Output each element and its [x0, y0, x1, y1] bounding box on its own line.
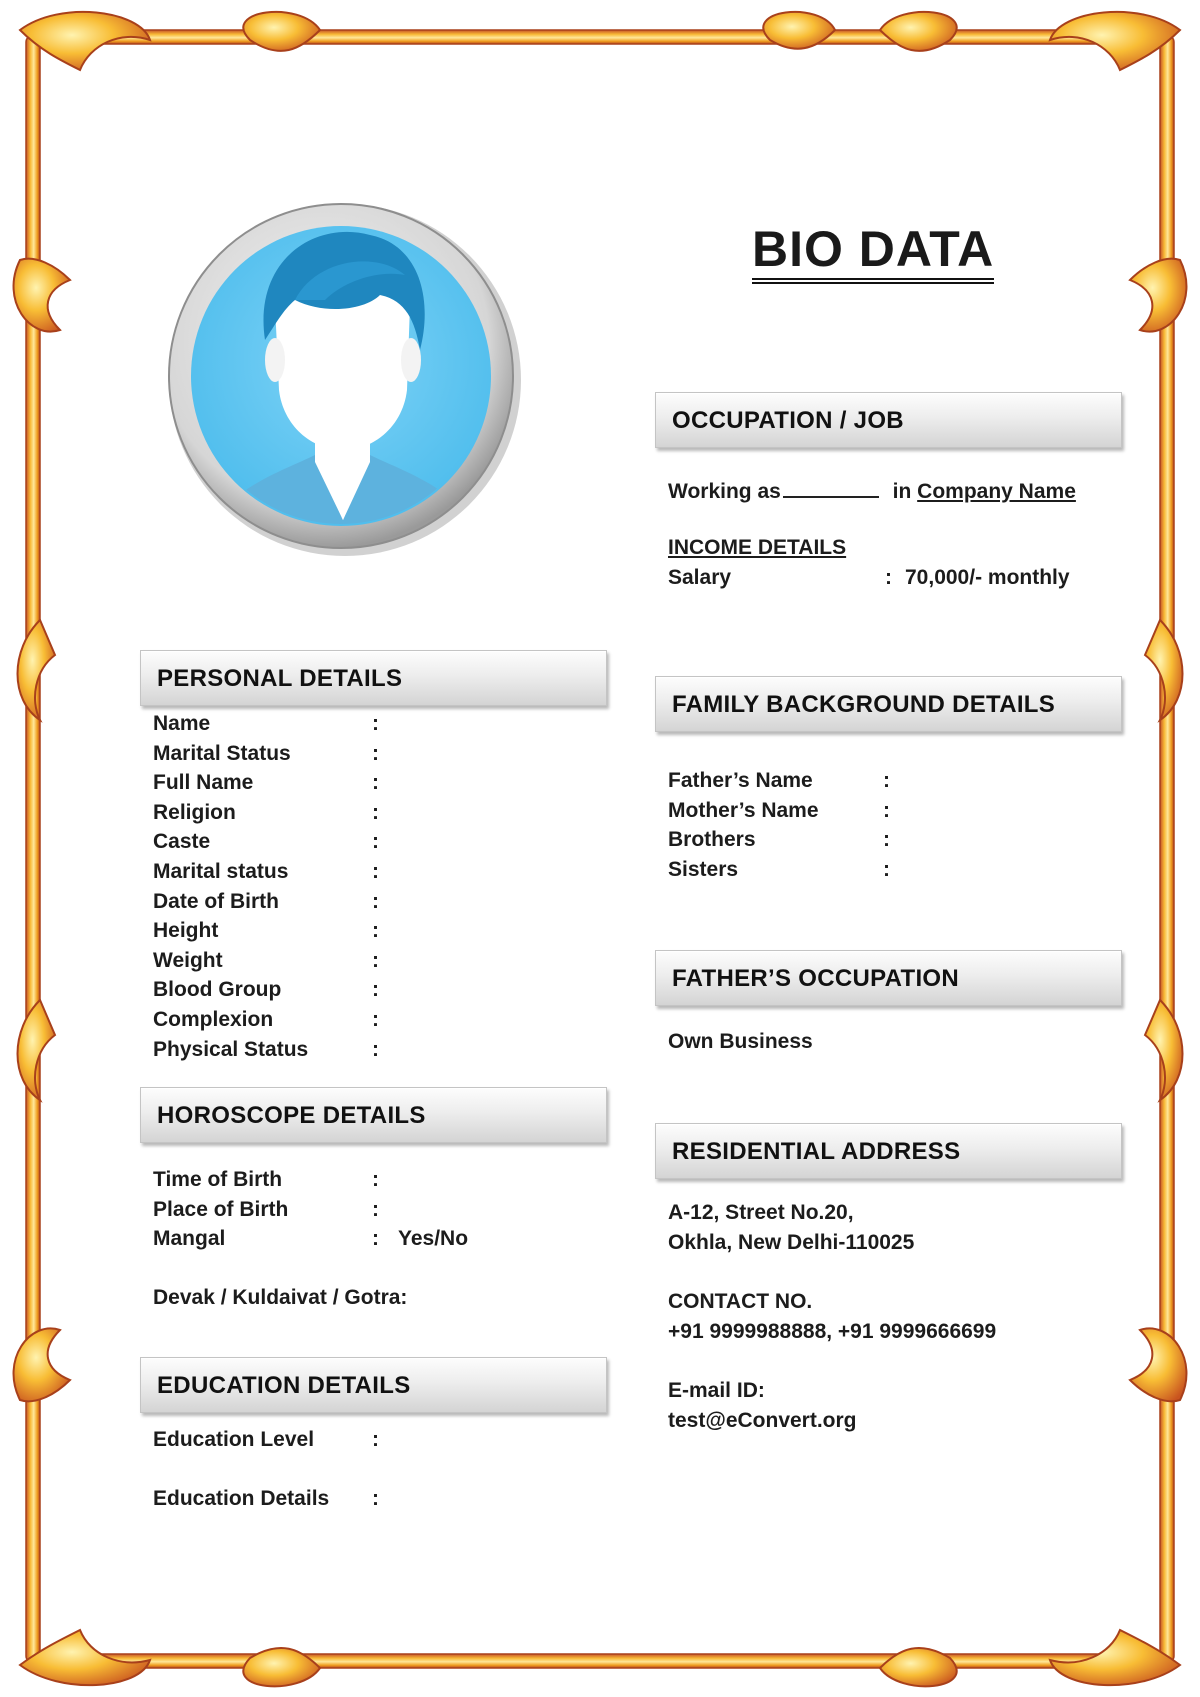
- father-occupation-value: Own Business: [668, 1030, 813, 1053]
- salary-value: 70,000/- monthly: [905, 566, 1070, 589]
- devak-label: Devak / Kuldaivat / Gotra:: [153, 1286, 408, 1309]
- personal-field-label: Full Name: [153, 771, 254, 795]
- horoscope-field-label: Mangal: [153, 1227, 226, 1251]
- family-field-colon: :: [883, 857, 890, 881]
- personal-field-label: Physical Status: [153, 1037, 309, 1061]
- horoscope-field-colon: :: [372, 1168, 379, 1191]
- personal-field-colon: :: [372, 919, 379, 943]
- personal-heading: PERSONAL DETAILS: [140, 650, 607, 706]
- personal-field-label: Caste: [153, 830, 211, 854]
- education-heading: EDUCATION DETAILS: [140, 1357, 607, 1413]
- personal-field-label: Complexion: [153, 1008, 274, 1031]
- address-heading: RESIDENTIAL ADDRESS: [655, 1123, 1122, 1179]
- family-field-label: Brothers: [668, 828, 756, 852]
- horoscope-field-label: Place of Birth: [153, 1197, 289, 1221]
- horoscope-field-colon: :: [372, 1227, 379, 1251]
- personal-field-colon: :: [372, 978, 379, 1002]
- personal-field-colon: :: [372, 1008, 379, 1031]
- family-heading: FAMILY BACKGROUND DETAILS: [655, 676, 1122, 732]
- page-title: BIO DATA: [752, 222, 994, 284]
- family-field-label: Sisters: [668, 857, 739, 881]
- contact-value: +91 9999988888, +91 9999666699: [668, 1320, 997, 1343]
- education-field-label: Education Level: [153, 1428, 315, 1451]
- family-field-colon: :: [883, 828, 890, 852]
- company-name: Company Name: [917, 480, 1076, 503]
- avatar-icon: [165, 200, 525, 560]
- salary-label: Salary: [668, 566, 732, 589]
- job-blank[interactable]: [783, 476, 879, 498]
- family-field-colon: :: [883, 798, 890, 822]
- father-occupation-heading: FATHER’S OCCUPATION: [655, 950, 1122, 1006]
- in-word: in: [892, 480, 912, 503]
- mangal-value: Yes/No: [398, 1227, 469, 1250]
- personal-field-colon: :: [372, 830, 379, 854]
- working-as-label: Working as: [668, 480, 781, 503]
- horoscope-field-label: Time of Birth: [153, 1168, 283, 1191]
- address-line-2: Okhla, New Delhi-110025: [668, 1231, 915, 1254]
- personal-field-label: Name: [153, 712, 211, 735]
- personal-field-label: Blood Group: [153, 978, 282, 1002]
- personal-field-colon: :: [372, 771, 379, 795]
- working-as-line: [668, 476, 1076, 504]
- personal-field-label: Religion: [153, 800, 236, 824]
- education-field-colon: :: [372, 1487, 379, 1510]
- address-line-1: A-12, Street No.20,: [668, 1201, 854, 1224]
- personal-field-colon: :: [372, 889, 379, 913]
- profile-photo[interactable]: [165, 200, 525, 560]
- horoscope-heading: HOROSCOPE DETAILS: [140, 1087, 607, 1143]
- personal-field-colon: :: [372, 741, 379, 765]
- family-field-label: Father’s Name: [668, 769, 813, 792]
- occupation-heading: OCCUPATION / JOB: [655, 392, 1122, 448]
- personal-field-label: Weight: [153, 948, 223, 972]
- personal-field-colon: :: [372, 800, 379, 824]
- email-value[interactable]: test@eConvert.org: [668, 1409, 857, 1432]
- personal-field-label: Date of Birth: [153, 889, 279, 913]
- family-field-label: Mother’s Name: [668, 798, 819, 822]
- income-heading: INCOME DETAILS: [668, 536, 847, 559]
- education-field-colon: :: [372, 1428, 379, 1451]
- personal-field-colon: :: [372, 712, 379, 735]
- personal-field-label: Marital status: [153, 860, 289, 883]
- personal-field-label: Marital Status: [153, 741, 291, 765]
- salary-colon: :: [885, 566, 892, 589]
- email-label: E-mail ID:: [668, 1379, 765, 1402]
- personal-field-label: Height: [153, 919, 219, 943]
- family-field-colon: :: [883, 769, 890, 792]
- personal-field-colon: :: [372, 1037, 379, 1061]
- contact-label: CONTACT NO.: [668, 1290, 813, 1313]
- personal-field-colon: :: [372, 860, 379, 883]
- personal-field-colon: :: [372, 948, 379, 972]
- education-field-label: Education Details: [153, 1487, 330, 1510]
- horoscope-field-colon: :: [372, 1197, 379, 1221]
